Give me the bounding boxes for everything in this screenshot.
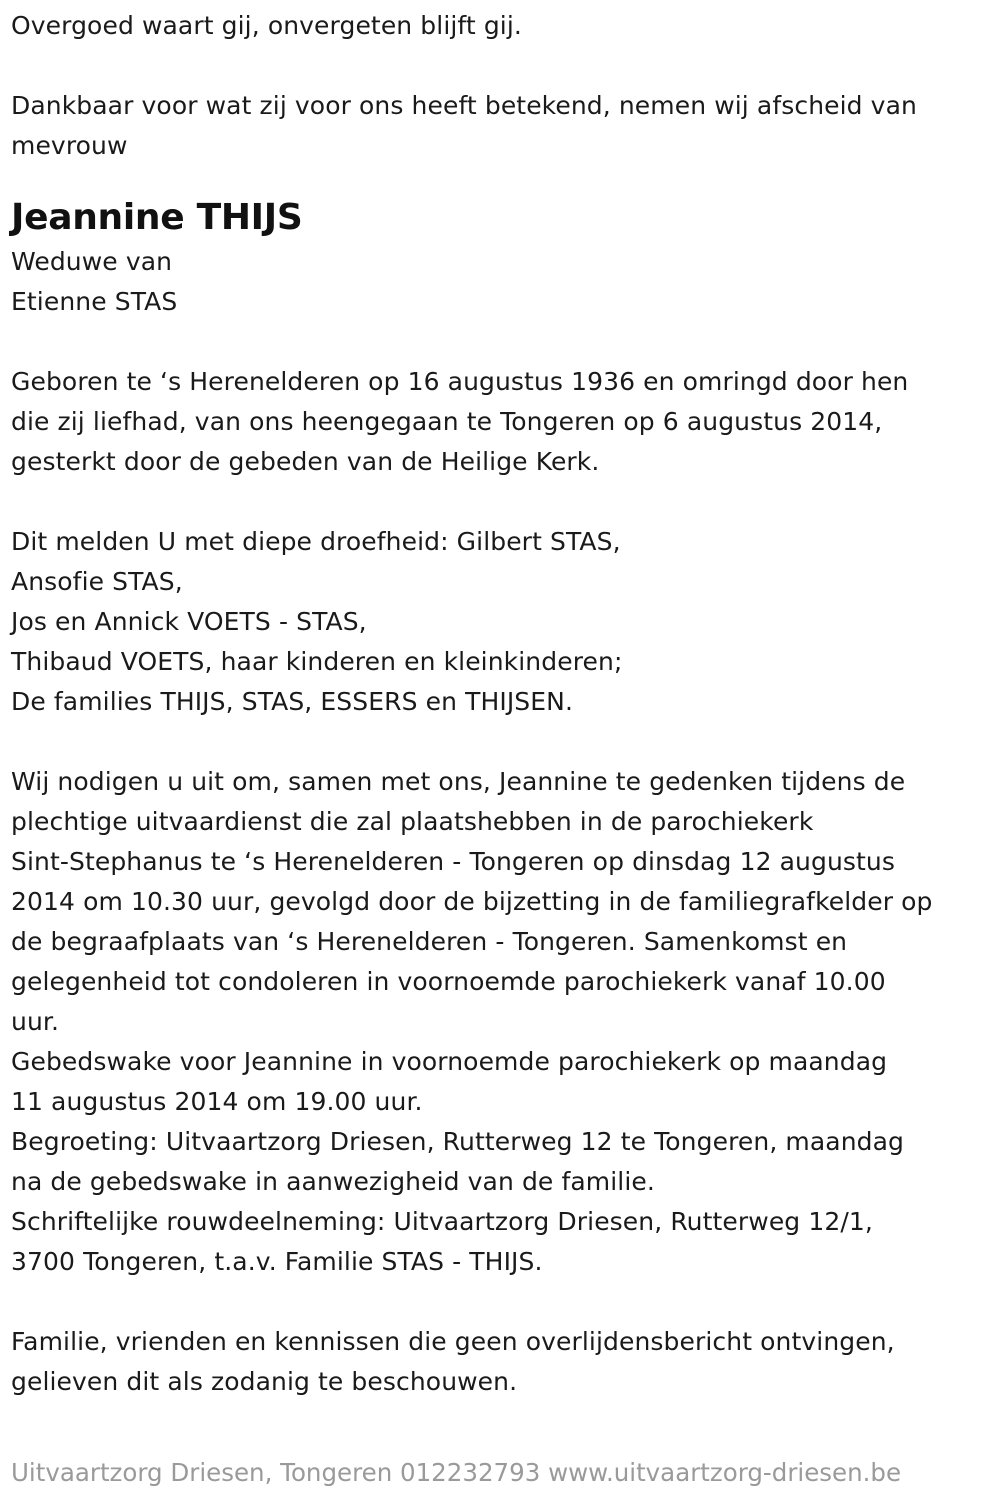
text-line: Gebedswake voor Jeannine in voornoemde parochiekerk op maandag <box>11 1047 888 1076</box>
text-line: Schriftelijke rouwdeelneming: Uitvaartzorg Driesen, Rutterweg 12/1, <box>11 1207 873 1236</box>
service-paragraph <box>11 762 986 1282</box>
family-line: Dit melden U met diepe droefheid: Gilbert STAS, <box>11 527 621 556</box>
text-line: 11 augustus 2014 om 19.00 uur. <box>11 1087 423 1116</box>
text-line: Geboren te ‘s Herenelderen op 16 augustus 1936 en omringd door hen <box>11 367 909 396</box>
text-line: plechtige uitvaardienst die zal plaatshebben in de parochiekerk <box>11 807 814 836</box>
text-line: Familie, vrienden en kennissen die geen overlijdensbericht ontvingen, <box>11 1327 895 1356</box>
family-line: Thibaud VOETS, haar kinderen en kleinkinderen; <box>11 647 623 676</box>
text-line: 2014 om 10.30 uur, gevolgd door de bijzetting in de familiegrafkelder op <box>11 887 933 916</box>
text-line: die zij liefhad, van ons heengegaan te Tongeren op 6 augustus 2014, <box>11 407 883 436</box>
spacer <box>11 482 986 522</box>
birth-death-paragraph <box>11 362 986 482</box>
text-line: gelegenheid tot condoleren in voornoemde parochiekerk vanaf 10.00 <box>11 967 886 996</box>
deceased-name: Jeannine THIJS <box>11 197 303 238</box>
funeral-home-footer: Uitvaartzorg Driesen, Tongeren 012232793 www.uitvaartzorg-driesen.be <box>11 1458 902 1487</box>
text-line: uur. <box>11 1007 60 1036</box>
family-line: Ansofie STAS, <box>11 567 183 596</box>
family-line: De families THIJS, STAS, ESSERS en THIJSEN. <box>11 687 574 716</box>
intro-quote: Overgoed waart gij, onvergeten blijft gij. <box>11 11 522 40</box>
spacer <box>11 1282 986 1322</box>
spacer <box>11 46 986 86</box>
text-line: Sint-Stephanus te ‘s Herenelderen - Tongeren op dinsdag 12 augustus <box>11 847 896 876</box>
spacer <box>11 166 986 194</box>
family-paragraph <box>11 522 986 722</box>
obituary-notice <box>11 6 986 1402</box>
deceased-relation-block <box>11 242 986 322</box>
spacer <box>11 722 986 762</box>
intro-line: mevrouw <box>11 131 128 160</box>
text-line: na de gebedswake in aanwezigheid van de familie. <box>11 1167 655 1196</box>
closing-paragraph <box>11 1322 986 1402</box>
intro-paragraph <box>11 86 986 166</box>
text-line: 3700 Tongeren, t.a.v. Familie STAS - THIJS. <box>11 1247 543 1276</box>
spouse-name: Etienne STAS <box>11 287 178 316</box>
relation-label: Weduwe van <box>11 247 173 276</box>
family-line: Jos en Annick VOETS - STAS, <box>11 607 367 636</box>
text-line: Wij nodigen u uit om, samen met ons, Jeannine te gedenken tijdens de <box>11 767 906 796</box>
intro-line: Dankbaar voor wat zij voor ons heeft betekend, nemen wij afscheid van <box>11 91 917 120</box>
text-line: de begraafplaats van ‘s Herenelderen - Tongeren. Samenkomst en <box>11 927 848 956</box>
text-line: gelieven dit als zodanig te beschouwen. <box>11 1367 518 1396</box>
text-line: gesterkt door de gebeden van de Heilige Kerk. <box>11 447 600 476</box>
spacer <box>11 322 986 362</box>
text-line: Begroeting: Uitvaartzorg Driesen, Rutterweg 12 te Tongeren, maandag <box>11 1127 905 1156</box>
